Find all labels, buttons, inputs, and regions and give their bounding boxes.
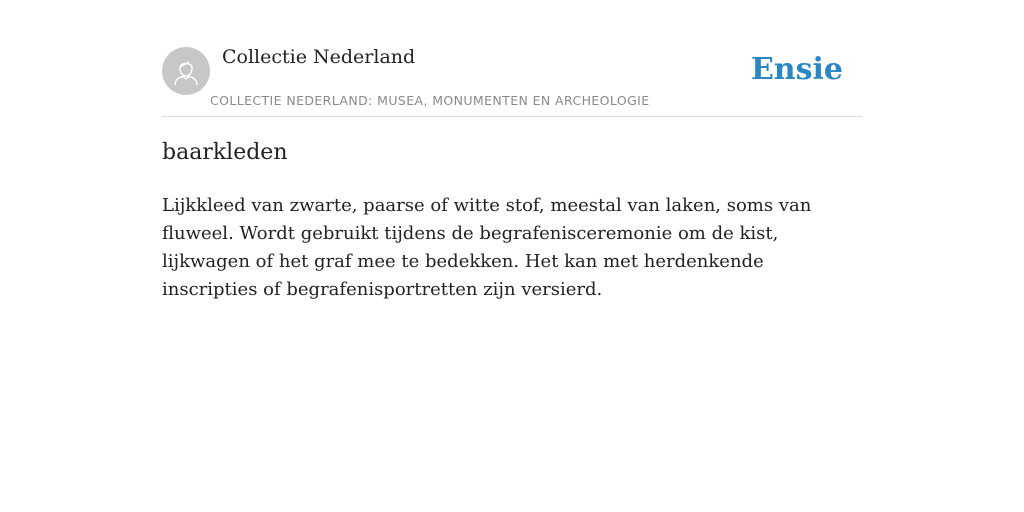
entry-header	[162, 40, 862, 117]
user-silhouette-icon	[171, 56, 201, 86]
author-subtitle: COLLECTIE NEDERLAND: MUSEA, MONUMENTEN EN ARCHEOLOGIE	[210, 93, 650, 108]
avatar[interactable]	[162, 47, 210, 95]
entry-term: baarkleden	[162, 140, 288, 165]
ensie-logo[interactable]: Ensie	[750, 52, 843, 87]
entry-definition: Lijkkleed van zwarte, paarse of witte stof, meestal van laken, soms van fluweel. Wordt gebruikt tijdens de begrafenisceremonie om de kist, lijkwagen of het graf mee te bedekken. Het kan met herdenkende inscripties of begrafenisportretten zijn versierd.	[162, 195, 812, 300]
author-name-link[interactable]: Collectie Nederland	[222, 46, 416, 68]
